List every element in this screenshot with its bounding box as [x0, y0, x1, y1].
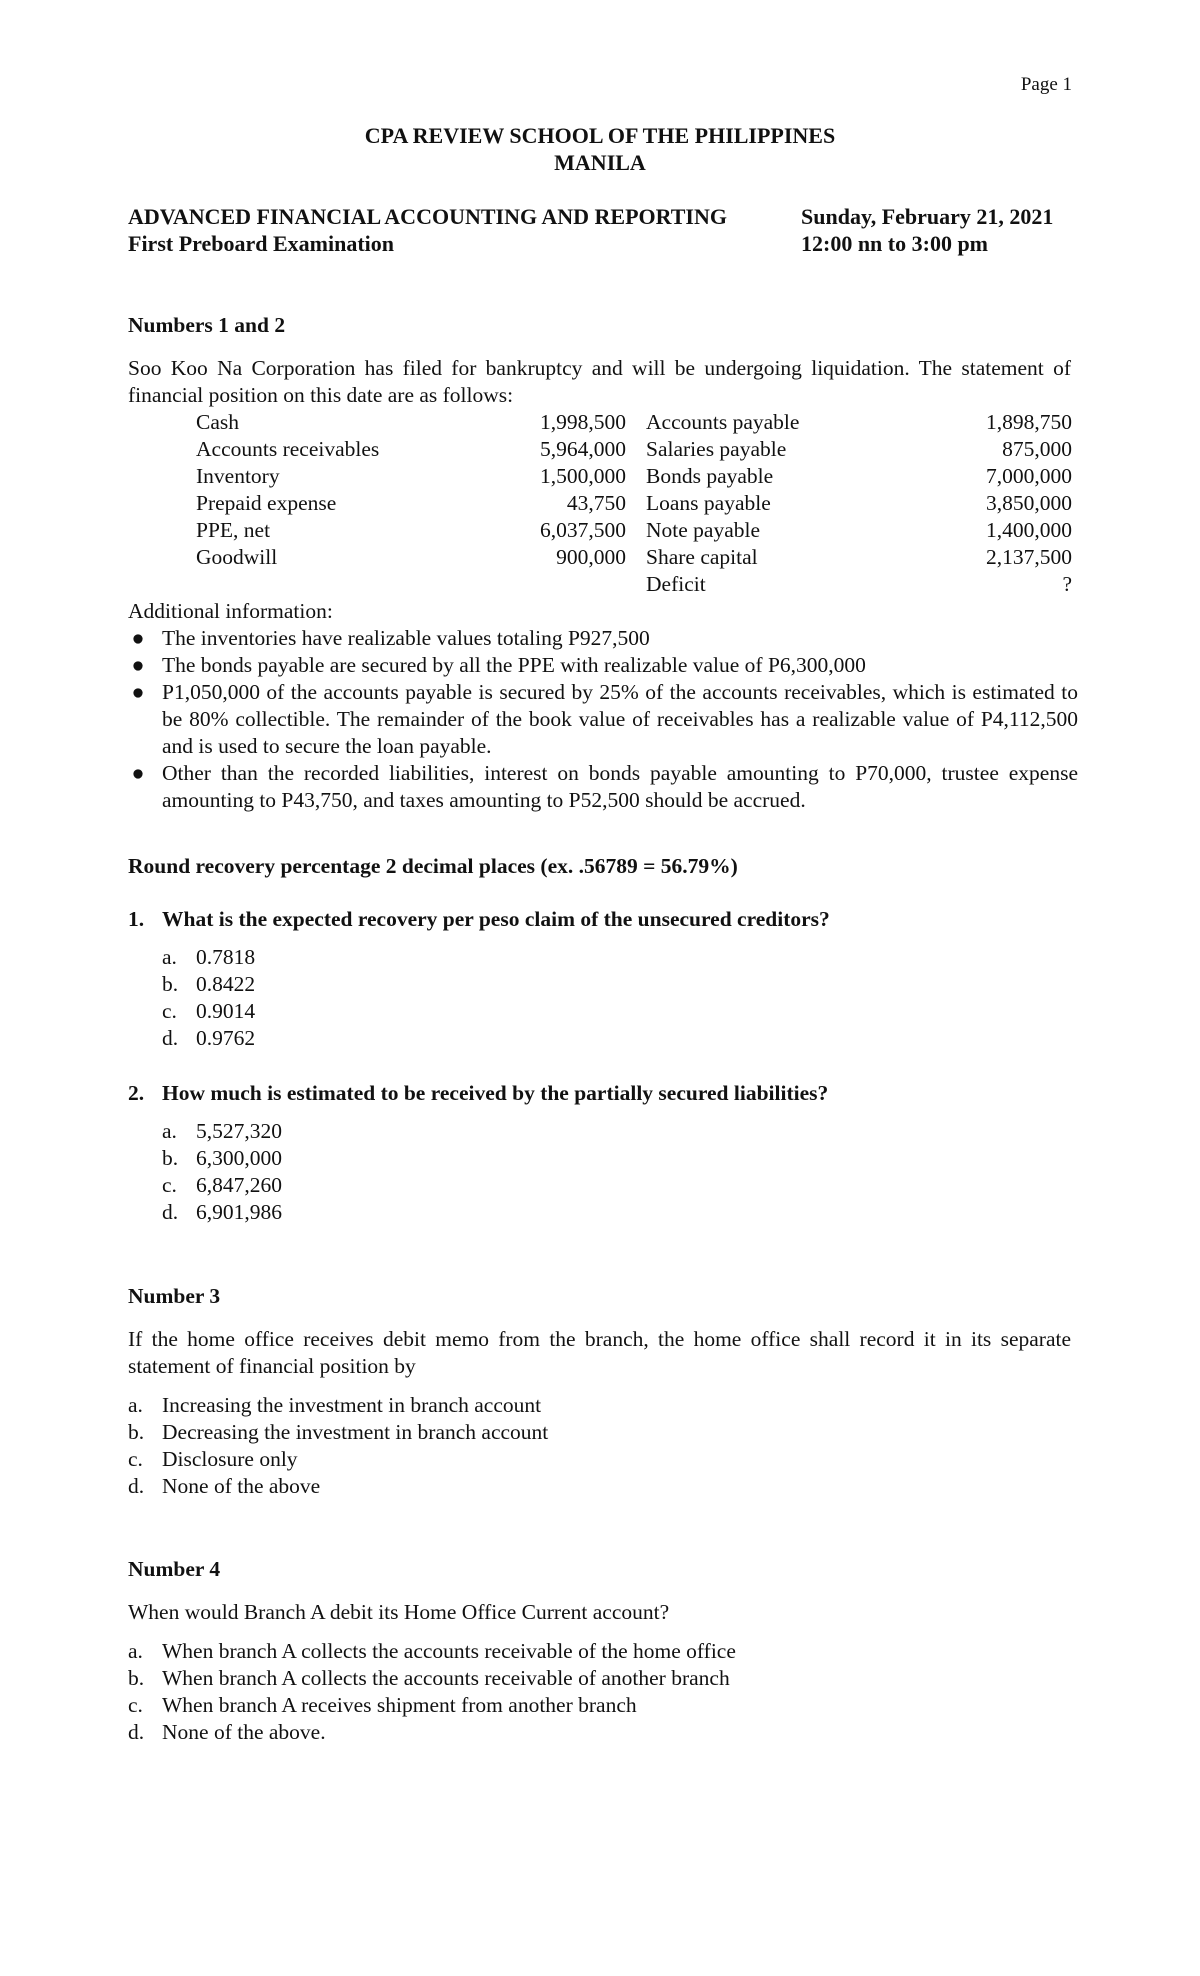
- school-name: CPA REVIEW SCHOOL OF THE PHILIPPINES: [364, 123, 836, 148]
- question-4-options: [128, 1638, 736, 1746]
- asset-amount: 1,500,000: [540, 464, 626, 488]
- asset-label: Cash: [196, 410, 239, 434]
- bullet-icon: ●: [131, 653, 145, 677]
- header-row-2: [128, 230, 1071, 257]
- bullet-icon: ●: [131, 680, 145, 704]
- liability-amount: 2,137,500: [986, 545, 1072, 569]
- list-item: ● The bonds payable are secured by all the PPE with realizable value of P6,300,000: [128, 652, 1078, 679]
- list-item: ● Other than the recorded liabilities, interest on bonds payable amounting to P70,000, trustee expense amounting to P43,750, and taxes amounting to P52,500 should be accrued.: [128, 760, 1078, 814]
- table-row: [196, 571, 1072, 598]
- additional-info-list: [128, 625, 1078, 814]
- list-item: d. None of the above.: [128, 1720, 326, 1744]
- list-item: b. When branch A collects the accounts receivable of another branch: [128, 1666, 730, 1690]
- table-row: [196, 517, 1072, 544]
- liability-amount: ?: [1062, 572, 1072, 596]
- liability-label: Bonds payable: [646, 464, 774, 488]
- asset-amount: [446, 571, 646, 598]
- list-item: d. 0.9762: [162, 1026, 256, 1050]
- liability-label: Accounts payable: [646, 410, 800, 434]
- asset-label: PPE, net: [196, 518, 271, 542]
- list-item: a. When branch A collects the accounts receivable of the home office: [128, 1639, 736, 1663]
- list-item: a. Increasing the investment in branch account: [128, 1393, 542, 1417]
- list-item: b. 6,300,000: [162, 1146, 282, 1170]
- liability-amount: 875,000: [1002, 437, 1072, 461]
- liability-amount: 7,000,000: [986, 464, 1072, 488]
- section-heading-3: Number 3: [128, 1284, 221, 1308]
- section-heading-4: Number 4: [128, 1557, 221, 1581]
- asset-amount: 5,964,000: [540, 437, 626, 461]
- subject-title: ADVANCED FINANCIAL ACCOUNTING AND REPORTING: [128, 204, 727, 229]
- table-row: [196, 436, 1072, 463]
- question-3-text: If the home office receives debit memo from the branch, the home office shall record it in its separate statement of financial position by: [128, 1327, 1071, 1378]
- list-item: c. 0.9014: [162, 999, 256, 1023]
- liability-label: Loans payable: [646, 491, 771, 515]
- list-item: c. 6,847,260: [162, 1173, 282, 1197]
- liability-label: Share capital: [646, 545, 758, 569]
- liability-label: Deficit: [646, 572, 706, 596]
- liability-label: Note payable: [646, 518, 761, 542]
- table-row: [196, 544, 1072, 571]
- exam-time: 12:00 nn to 3:00 pm: [801, 231, 989, 256]
- bullet-icon: ●: [131, 626, 145, 650]
- question-1-options: [162, 944, 255, 1052]
- liability-amount: 3,850,000: [986, 491, 1072, 515]
- exam-title: First Preboard Examination: [128, 231, 395, 256]
- question-2-options: [162, 1118, 282, 1226]
- list-item: b. Decreasing the investment in branch account: [128, 1420, 549, 1444]
- asset-amount: 6,037,500: [540, 518, 626, 542]
- asset-amount: 900,000: [556, 545, 626, 569]
- question-4-text: When would Branch A debit its Home Office Current account?: [128, 1600, 670, 1624]
- question-1: 1. What is the expected recovery per peso claim of the unsecured creditors?: [128, 907, 830, 931]
- asset-label: Inventory: [196, 464, 280, 488]
- asset-label: [196, 571, 446, 598]
- section-intro: Soo Koo Na Corporation has filed for bankruptcy and will be undergoing liquidation. The statement of financial position on this date are as follows:: [128, 356, 1071, 407]
- additional-info-label: Additional information:: [128, 599, 333, 623]
- exam-date: Sunday, February 21, 2021: [801, 204, 1054, 229]
- table-row: [196, 490, 1072, 517]
- liability-amount: 1,400,000: [986, 518, 1072, 542]
- asset-label: Goodwill: [196, 545, 278, 569]
- list-item: c. When branch A receives shipment from another branch: [128, 1693, 637, 1717]
- list-item: d. 6,901,986: [162, 1200, 282, 1224]
- list-item: d. None of the above: [128, 1474, 321, 1498]
- section-heading-1-2: Numbers 1 and 2: [128, 313, 286, 337]
- page-number: Page 1: [1020, 74, 1072, 95]
- question-3-options: [128, 1392, 548, 1500]
- list-item: ● The inventories have realizable values totaling P927,500: [128, 625, 1078, 652]
- asset-amount: 43,750: [566, 491, 626, 515]
- header-row-1: [128, 203, 1071, 230]
- list-item: a. 0.7818: [162, 945, 256, 969]
- liability-amount: 1,898,750: [986, 410, 1072, 434]
- asset-label: Accounts receivables: [196, 437, 380, 461]
- asset-label: Prepaid expense: [196, 491, 337, 515]
- asset-amount: 1,998,500: [540, 410, 626, 434]
- list-item: ● P1,050,000 of the accounts payable is secured by 25% of the accounts receivables, which is estimated to be 80% collectible. The remainder of the book value of receivables has a realizable value of P4,112,500 and is used to secure the loan payable.: [128, 679, 1078, 760]
- list-item: b. 0.8422: [162, 972, 256, 996]
- list-item: a. 5,527,320: [162, 1119, 282, 1143]
- table-row: [196, 409, 1072, 436]
- table-row: [196, 463, 1072, 490]
- list-item: c. Disclosure only: [128, 1447, 298, 1471]
- question-2: 2. How much is estimated to be received by the partially secured liabilities?: [128, 1081, 829, 1105]
- rounding-note: Round recovery percentage 2 decimal places (ex. .56789 = 56.79%): [128, 854, 738, 878]
- financial-position-table: [196, 409, 1072, 598]
- school-city: MANILA: [554, 150, 646, 175]
- bullet-icon: ●: [131, 761, 145, 785]
- liability-label: Salaries payable: [646, 437, 787, 461]
